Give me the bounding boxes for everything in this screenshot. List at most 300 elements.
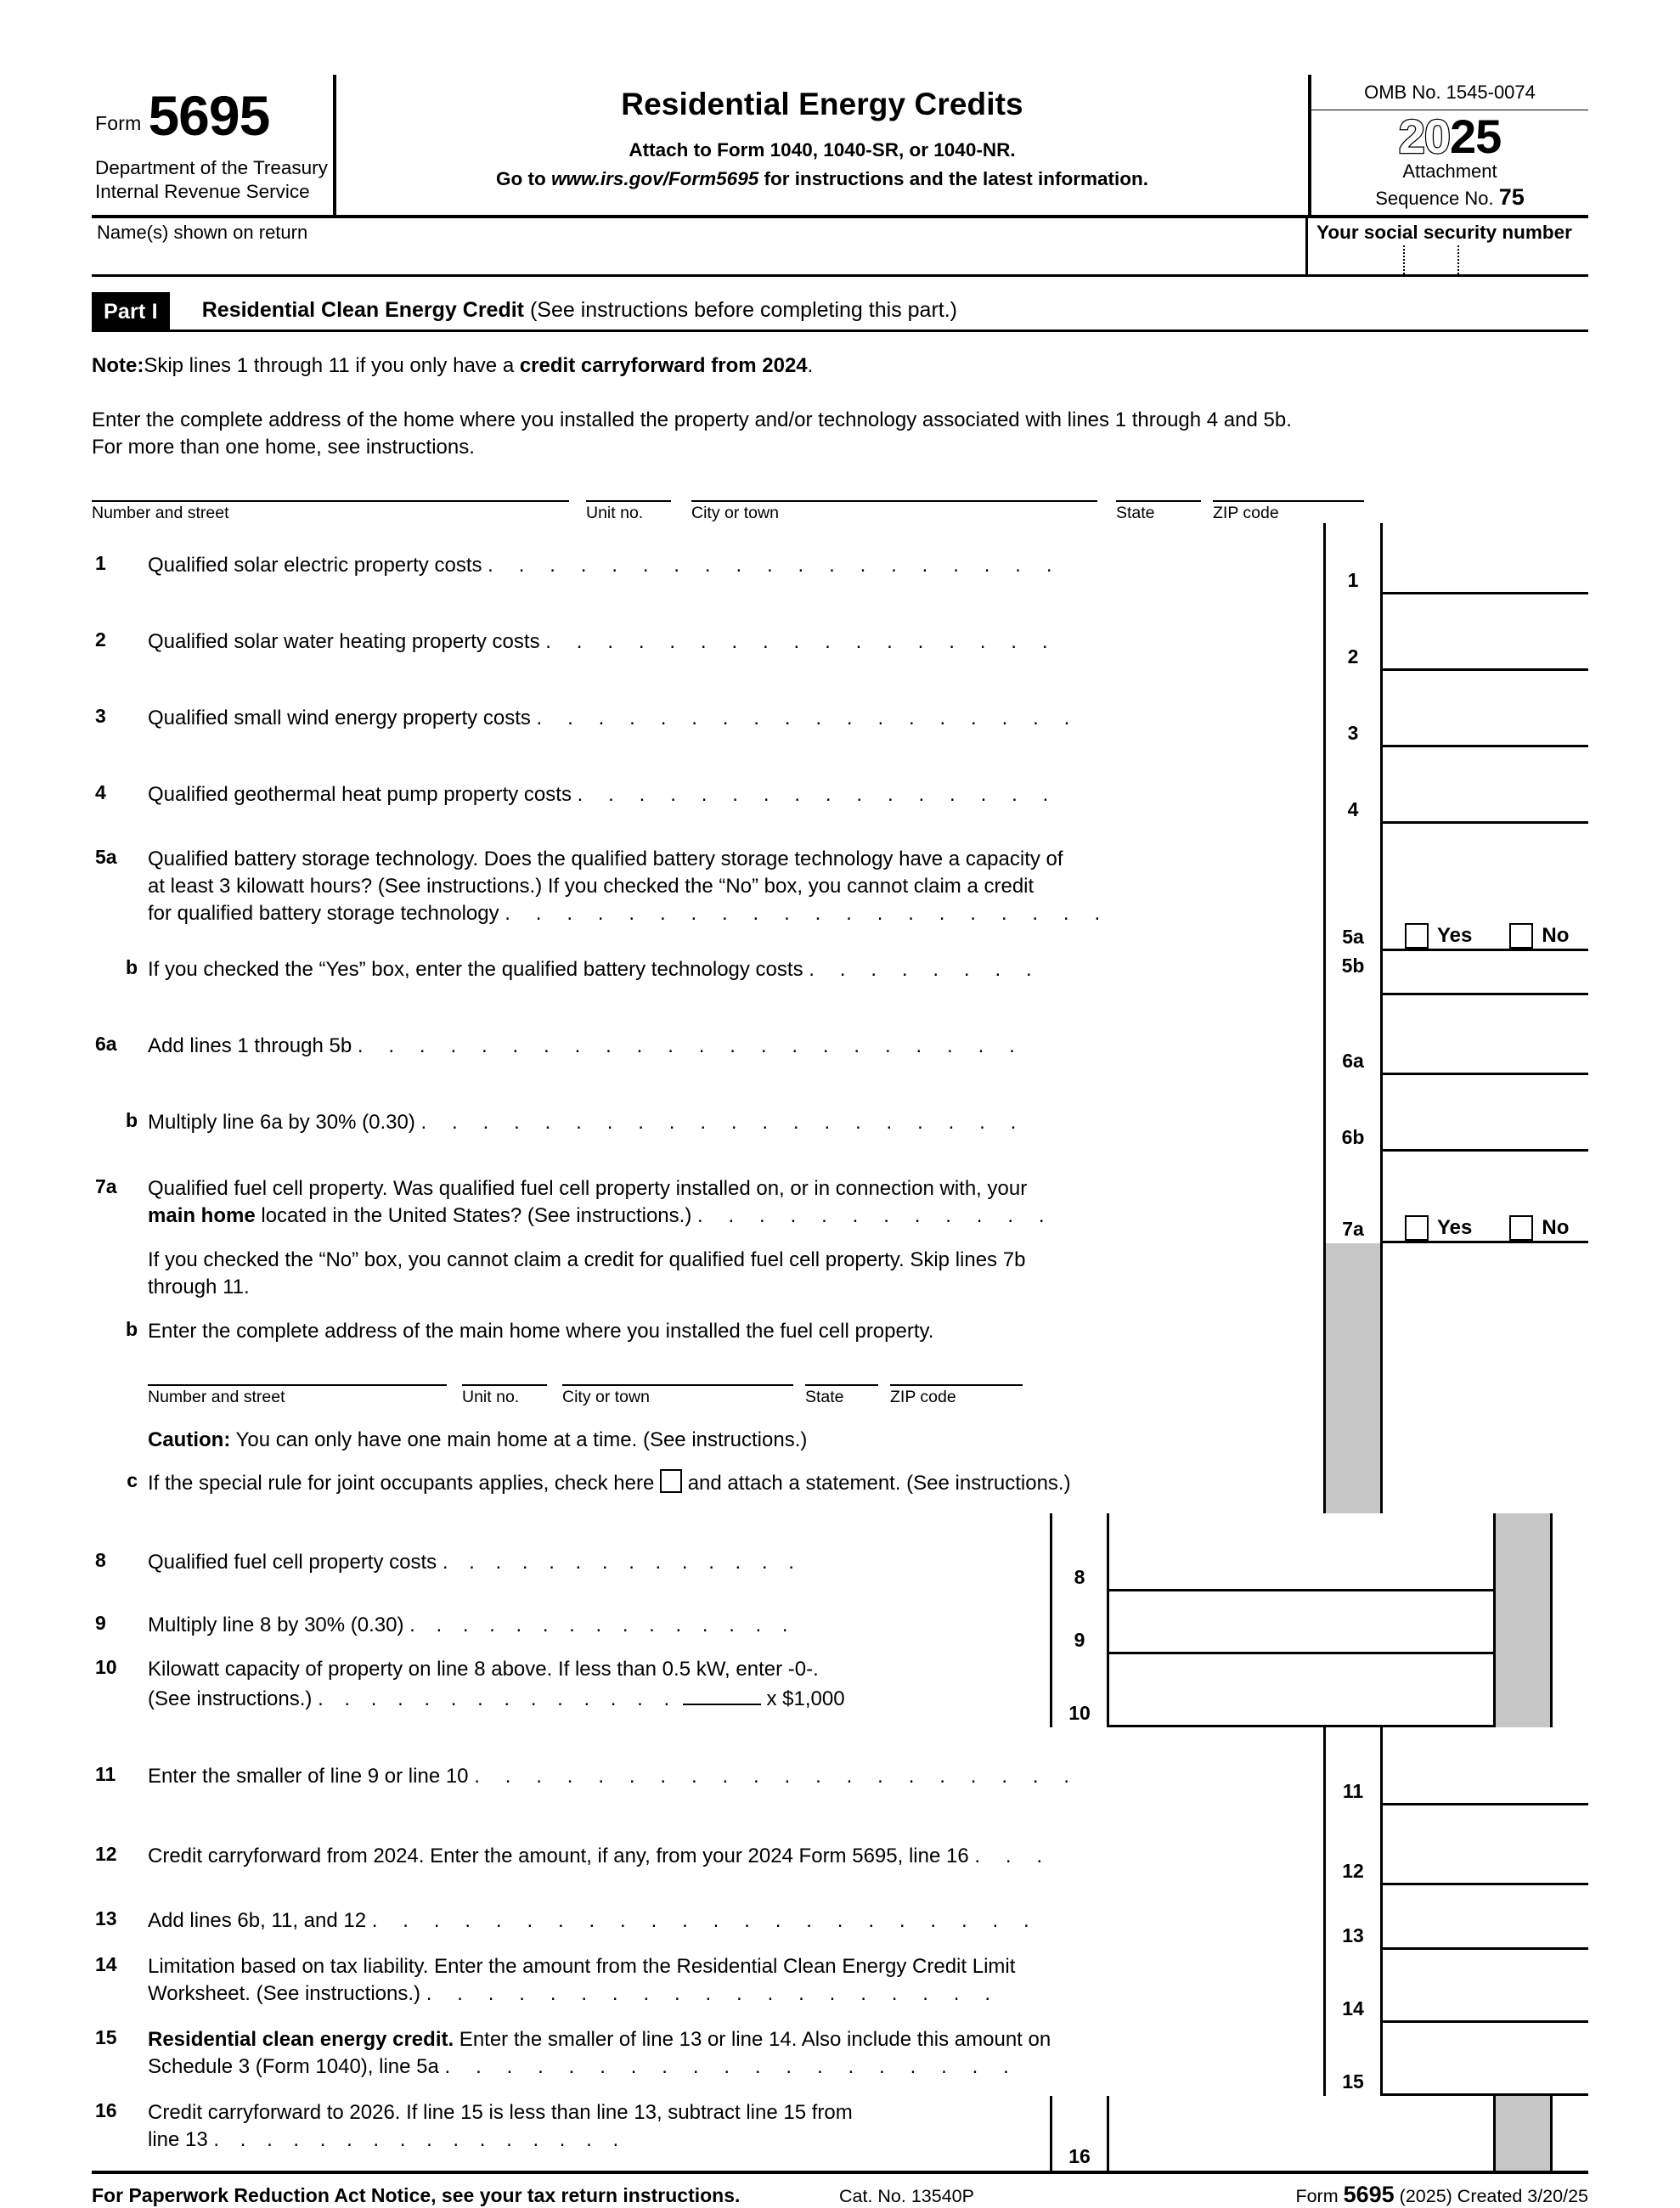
tax-year-decade: 25 [1450, 110, 1502, 163]
line-6b-description: Multiply line 6a by 30% (0.30) [148, 1110, 415, 1134]
line-6b-text [148, 1075, 1323, 1136]
ssn-separators [1403, 245, 1481, 274]
line-5a-yesno-group [1383, 824, 1588, 950]
footer-bar [92, 2171, 1588, 2208]
fc-gap-4 [878, 1386, 890, 1407]
blank-amount-8 [1553, 1654, 1588, 1727]
line-5b-leader: . . . . . . . . [809, 957, 1042, 981]
line-9-box-label: 9 [1050, 1591, 1109, 1654]
line-16-row [92, 2096, 1588, 2171]
line-16-text-2 [148, 2126, 1050, 2154]
line-15-text [148, 2023, 1323, 2081]
line-5a-text-3 [148, 900, 1323, 927]
line-14-text-2-span: Worksheet. (See instructions.) [148, 1981, 421, 2005]
line-8-row [92, 1513, 1588, 1591]
goto-suffix: for instructions and the latest information. [758, 168, 1148, 189]
line-6a-box-label: 6a [1323, 995, 1383, 1075]
shaded-column-8 [1493, 1654, 1553, 1727]
shaded-column-3 [1323, 1362, 1383, 1427]
footer-form-id [1145, 2182, 1588, 2208]
line-6a-row [92, 995, 1588, 1075]
line-5a-row [92, 824, 1588, 951]
fc-gap-1 [447, 1386, 462, 1407]
home-unit-label: Unit no. [586, 503, 644, 522]
line-7a-yesno-group [1383, 1152, 1588, 1242]
line-7a-note-text [148, 1243, 1323, 1301]
ssn-separator-1 [1403, 245, 1405, 274]
line-6b-amount[interactable] [1383, 1075, 1588, 1152]
line-5a-number: 5a [95, 845, 117, 868]
line-4-row [92, 747, 1588, 824]
fc-state-field[interactable] [805, 1384, 878, 1407]
fuelcell-address-fields [148, 1384, 1323, 1407]
line-13-row [92, 1885, 1588, 1950]
part-1-header [92, 292, 1588, 332]
tax-year [1311, 112, 1588, 161]
line-14-box-label: 14 [1323, 1950, 1383, 2023]
line-5a-no-label: No [1542, 923, 1570, 947]
line-14-number: 14 [95, 1952, 117, 1975]
home-city-label: City or town [691, 503, 779, 522]
line-3-number: 3 [95, 704, 106, 727]
note-text-b: . [807, 353, 814, 377]
line-1-text [148, 523, 1323, 579]
blank-amount-9 [1553, 2096, 1588, 2171]
line-2-amount[interactable] [1383, 594, 1588, 671]
line-7c-text-b: and attach a statement. (See instructions.) [687, 1471, 1071, 1495]
line-5b-label [92, 951, 1323, 995]
footer-form-word: Form [1295, 2185, 1339, 2206]
note-text-a: Skip lines 1 through 11 if you only have a [144, 353, 520, 377]
form-identifier [95, 80, 333, 147]
line-12-amount[interactable] [1383, 1805, 1588, 1885]
line-16-text [148, 2096, 1050, 2154]
paperwork-notice: For Paperwork Reduction Act Notice, see your tax return instructions. [92, 2183, 741, 2206]
home-city-field[interactable] [691, 500, 1097, 523]
line-5a-yes-label: Yes [1437, 923, 1473, 947]
department-line-2: Internal Revenue Service [95, 181, 310, 203]
line-4-box-label: 4 [1323, 747, 1383, 824]
home-state-label: State [1116, 503, 1155, 522]
line-2-text [148, 594, 1323, 656]
line-3-leader: . . . . . . . . . . . . . . . . . . [536, 706, 1080, 729]
shaded-column-2 [1323, 1315, 1383, 1362]
line-11-label [92, 1727, 1323, 1805]
line-11-text [148, 1727, 1323, 1790]
line-7c-row [92, 1466, 1588, 1513]
line-6b-box-label: 6b [1323, 1075, 1383, 1152]
line-10-number: 10 [95, 1655, 117, 1678]
line-8-leader: . . . . . . . . . . . . . . [442, 1550, 802, 1574]
fc-state-label: State [805, 1387, 844, 1406]
line-2-number: 2 [95, 628, 106, 651]
line-4-label [92, 747, 1323, 824]
home-unit-field[interactable] [586, 500, 671, 523]
line-11-number: 11 [95, 1762, 116, 1785]
name-label: Name(s) shown on return [97, 221, 308, 243]
line-3-description: Qualified small wind energy property costs [148, 706, 531, 729]
line-7c-text [148, 1466, 1323, 1497]
line-14-row [92, 1950, 1588, 2023]
line-15-box-label: 15 [1323, 2023, 1383, 2096]
line-8-amount[interactable] [1109, 1513, 1493, 1591]
line-7c-number: c [127, 1468, 138, 1491]
line-15-row [92, 2023, 1588, 2096]
line-8-label [92, 1513, 1050, 1591]
line-6a-number: 6a [95, 1032, 117, 1055]
line-13-number: 13 [95, 1907, 117, 1929]
line-6a-leader: . . . . . . . . . . . . . . . . . . . . . . [357, 1034, 1025, 1057]
line-5b-description: If you checked the “Yes” box, enter the qualified battery technology costs [148, 957, 803, 981]
line-5a-no-checkbox[interactable] [1509, 923, 1533, 949]
line-5b-number: b [125, 955, 138, 978]
line-7a-note-1: If you checked the “No” box, you cannot claim a credit for qualified fuel cell property. Skip lines 7b [148, 1248, 1026, 1271]
line-14-text-2 [148, 1980, 1323, 2008]
attachment-sequence [1311, 161, 1588, 215]
intro-line-2: For more than one home, see instructions. [92, 435, 475, 459]
line-10-text [148, 1654, 1050, 1713]
line-7a-row [92, 1152, 1588, 1243]
line-14-leader: . . . . . . . . . . . . . . . . . . . [426, 1981, 1001, 2005]
line-1-leader: . . . . . . . . . . . . . . . . . . . [488, 553, 1063, 577]
line-9-amount[interactable] [1109, 1591, 1493, 1654]
line-3-amount[interactable] [1383, 671, 1588, 747]
line-7c-checkbox[interactable] [660, 1469, 682, 1493]
header-title-block [336, 75, 1308, 215]
header-left-block [92, 75, 336, 215]
intro-line-1: Enter the complete address of the home where you installed the property and/or technology associated with lines 1 through 4 and 5b. [92, 408, 1292, 431]
fuelcell-address-row [92, 1362, 1588, 1427]
line-12-number: 12 [95, 1842, 117, 1865]
line-7a-yes-label: Yes [1437, 1215, 1473, 1239]
line-9-row [92, 1591, 1588, 1654]
line-10-multiplier: x $1,000 [766, 1687, 845, 1710]
fc-zip-label: ZIP code [890, 1387, 956, 1406]
line-9-text [148, 1591, 1050, 1639]
line-7a-no-label: No [1542, 1215, 1570, 1239]
form-word-label: Form [95, 112, 142, 134]
part-1-title-note: (See instructions before completing this part.) [529, 298, 957, 323]
line-16-leader: . . . . . . . . . . . . . . . . [213, 2127, 627, 2151]
shaded-column-1 [1323, 1243, 1383, 1315]
line-8-box-label: 8 [1050, 1513, 1109, 1591]
fc-unit-label: Unit no. [462, 1387, 520, 1406]
home-state-field[interactable] [1116, 500, 1201, 523]
fc-street-label: Number and street [148, 1387, 285, 1406]
line-11-description: Enter the smaller of line 9 or line 10 [148, 1764, 469, 1788]
line-9-label [92, 1591, 1050, 1654]
blank-amount-3 [1383, 1362, 1588, 1427]
line-6a-amount[interactable] [1383, 995, 1588, 1075]
line-3-text [148, 671, 1323, 732]
attachment-sequence-number: 75 [1498, 183, 1525, 210]
line-2-description: Qualified solar water heating property costs [148, 629, 540, 653]
addr-gap-3 [1097, 502, 1116, 523]
footer-form-suffix: (2025) Created 3/20/25 [1399, 2185, 1588, 2206]
line-14-text-1: Limitation based on tax liability. Enter the amount from the Residential Clean Energy Credit Limit [148, 1954, 1016, 1978]
line-8-description: Qualified fuel cell property costs [148, 1550, 437, 1574]
attachment-label: Attachment [1402, 161, 1497, 183]
footer-form-number: 5695 [1343, 2181, 1395, 2207]
blank-amount-4 [1383, 1427, 1588, 1466]
goto-prefix: Go to [495, 168, 551, 189]
line-13-label [92, 1885, 1323, 1950]
line-6b-leader: . . . . . . . . . . . . . . . . . . . . [420, 1110, 1026, 1134]
line-7a-note-label [92, 1243, 1323, 1315]
line-5a-text-3-span: for qualified battery storage technology [148, 901, 499, 925]
line-16-amount[interactable] [1109, 2096, 1493, 2171]
caution-label [92, 1427, 1323, 1466]
line-5a-text-2: at least 3 kilowatt hours? (See instructions.) If you checked the “No” box, you cannot claim a credit [148, 874, 1034, 898]
addr-gap-4 [1201, 502, 1213, 523]
line-7a-text-1: Qualified fuel cell property. Was qualified fuel cell property installed on, or in connection with, your [148, 1176, 1028, 1200]
shaded-column-6 [1493, 1513, 1553, 1591]
line-4-leader: . . . . . . . . . . . . . . . . [577, 782, 1058, 806]
line-5a-text [148, 824, 1323, 927]
line-7a-yes-option[interactable] [1405, 1215, 1472, 1241]
shaded-column-7 [1493, 1591, 1553, 1654]
line-7a-main-home: main home [148, 1203, 256, 1227]
part-1-title-bold: Residential Clean Energy Credit [201, 298, 525, 323]
line-10-row [92, 1654, 1588, 1727]
line-7b-number: b [125, 1317, 138, 1340]
line-7a-answer [1383, 1152, 1588, 1243]
department-block [95, 156, 333, 205]
note-label: Note: [92, 353, 144, 377]
caution-word: Caution: [148, 1428, 231, 1451]
line-6b-label [92, 1075, 1323, 1152]
line-10-label [92, 1654, 1050, 1727]
line-1-number: 1 [95, 551, 106, 574]
line-13-text [148, 1885, 1323, 1935]
header-right-block [1308, 75, 1588, 215]
line-9-description: Multiply line 8 by 30% (0.30) [148, 1613, 404, 1636]
line-12-text [148, 1805, 1323, 1870]
line-7a-note-2: through 11. [148, 1275, 250, 1298]
line-7a-no-checkbox[interactable] [1509, 1215, 1533, 1241]
addr-gap-2 [671, 502, 691, 523]
line-7b-row [92, 1315, 1588, 1362]
line-13-box-label: 13 [1323, 1885, 1383, 1950]
line-5a-yes-checkbox[interactable] [1405, 923, 1429, 949]
line-16-text-1: Credit carryforward to 2026. If line 15 is less than line 13, subtract line 15 from [148, 2100, 853, 2124]
line-15-leader: . . . . . . . . . . . . . . . . . . . [444, 2054, 1019, 2078]
line-11-leader: . . . . . . . . . . . . . . . . . . . . [474, 1764, 1080, 1788]
line-15-text-1-span: Enter the smaller of line 13 or line 14. Also include this amount on [454, 2027, 1051, 2051]
page-title: Residential Energy Credits [621, 87, 1023, 121]
line-5a-answer [1383, 824, 1588, 951]
line-1-box-label: 1 [1323, 523, 1383, 594]
line-2-leader: . . . . . . . . . . . . . . . . . [545, 629, 1058, 653]
shaded-column-5 [1323, 1466, 1383, 1513]
form-header [92, 75, 1588, 218]
shaded-column-4 [1323, 1427, 1383, 1466]
attachment-sequence-line [1311, 183, 1588, 211]
line-3-box-label: 3 [1323, 671, 1383, 747]
fc-gap-2 [547, 1386, 562, 1407]
ssn-field[interactable] [1308, 218, 1588, 274]
home-zip-field[interactable] [1213, 500, 1364, 523]
line-7a-text [148, 1152, 1323, 1230]
caution-text [148, 1427, 1323, 1454]
line-13-description: Add lines 6b, 11, and 12 [148, 1908, 367, 1932]
line-14-label [92, 1950, 1323, 2023]
line-10-text-2-span: (See instructions.) [148, 1687, 313, 1710]
line-7a-box-label: 7a [1323, 1152, 1383, 1243]
line-5b-box-label: 5b [1323, 951, 1383, 995]
line-1-label [92, 523, 1323, 594]
line-8-text [148, 1513, 1050, 1576]
line-7a-text-2-span: located in the United States? (See instructions.) [255, 1203, 692, 1227]
omb-number: OMB No. 1545-0074 [1311, 75, 1588, 110]
line-12-leader: . . . [974, 1844, 1052, 1867]
line-2-label [92, 594, 1323, 671]
line-5b-row [92, 951, 1588, 995]
line-5a-label [92, 824, 1323, 951]
line-15-credit-name: Residential clean energy credit. [148, 2027, 454, 2051]
line-5a-leader: . . . . . . . . . . . . . . . . . . . . [505, 901, 1110, 925]
line-5a-text-1: Qualified battery storage technology. Does the qualified battery storage technology have a capacity of [148, 847, 1063, 870]
line-13-amount[interactable] [1383, 1885, 1588, 1950]
line-9-number: 9 [95, 1611, 106, 1634]
line-7a-number: 7a [95, 1174, 117, 1197]
line-11-amount[interactable] [1383, 1727, 1588, 1805]
line-15-text-1 [148, 2026, 1323, 2053]
line-6a-label [92, 995, 1323, 1075]
line-13-leader: . . . . . . . . . . . . . . . . . . . . . . [371, 1908, 1040, 1932]
line-5a-no-option[interactable] [1509, 923, 1569, 949]
line-7a-note-row [92, 1243, 1588, 1315]
line-1-description: Qualified solar electric property costs [148, 553, 482, 577]
line-3-label [92, 671, 1323, 747]
line-16-text-2-span: line 13 [148, 2127, 208, 2151]
tax-year-century: 20 [1398, 110, 1450, 163]
line-16-number: 16 [95, 2098, 117, 2121]
line-5a-box-label: 5a [1323, 824, 1383, 951]
lines-grid [92, 523, 1588, 2171]
line-7b-text: Enter the complete address of the main home where you installed the fuel cell property. [148, 1319, 934, 1343]
line-12-description: Credit carryforward from 2024. Enter the amount, if any, from your 2024 Form 5695, line 16 [148, 1844, 969, 1867]
line-14-text [148, 1950, 1323, 2008]
line-6b-number: b [125, 1108, 138, 1131]
line-1-amount[interactable] [1383, 523, 1588, 594]
line-7a-leader: . . . . . . . . . . . . [696, 1203, 1055, 1227]
line-15-text-2-span: Schedule 3 (Form 1040), line 5a [148, 2054, 439, 2078]
line-2-row [92, 594, 1588, 671]
caution-body: You can only have one main home at a time. (See instructions.) [230, 1428, 808, 1451]
identity-row [92, 218, 1588, 277]
fc-city-label: City or town [562, 1387, 650, 1406]
blank-amount-7 [1553, 1591, 1588, 1654]
line-10-box-label: 10 [1050, 1654, 1109, 1727]
note-text-bold: credit carryforward from 2024 [519, 353, 808, 377]
part-1-title [170, 292, 1588, 330]
line-10-text-2 [148, 1683, 1050, 1713]
part-1-intro [92, 407, 1588, 461]
blank-amount-6 [1553, 1513, 1588, 1591]
blank-amount-5 [1383, 1466, 1588, 1513]
line-16-label [92, 2096, 1050, 2171]
fc-city-field[interactable] [562, 1384, 793, 1407]
line-10-text-1: Kilowatt capacity of property on line 8 above. If less than 0.5 kW, enter -0-. [148, 1657, 819, 1681]
line-10-kw-input[interactable] [683, 1683, 761, 1705]
line-1-row [92, 523, 1588, 594]
ssn-separator-2 [1457, 245, 1459, 274]
home-zip-label: ZIP code [1213, 503, 1279, 522]
shaded-column-9 [1493, 2096, 1553, 2171]
caution-row [92, 1427, 1588, 1466]
attach-instruction: Attach to Form 1040, 1040-SR, or 1040-NR. [629, 139, 1016, 161]
line-12-label [92, 1805, 1323, 1885]
line-7b-label [92, 1315, 1323, 1362]
name-field[interactable] [92, 218, 1308, 274]
fc-gap-3 [793, 1386, 805, 1407]
line-15-number: 15 [95, 2025, 117, 2048]
line-7a-label [92, 1152, 1323, 1243]
line-15-label [92, 2023, 1323, 2096]
line-7a-no-option[interactable] [1509, 1215, 1569, 1241]
line-7c-label [92, 1466, 1323, 1513]
line-6b-row [92, 1075, 1588, 1152]
line-14-amount[interactable] [1383, 1950, 1588, 2023]
line-15-text-2 [148, 2053, 1323, 2081]
home-address-row [92, 500, 1588, 523]
line-11-row [92, 1727, 1588, 1805]
blank-amount-2 [1383, 1315, 1588, 1362]
department-line-1: Department of the Treasury [95, 157, 328, 178]
fc-zip-field[interactable] [890, 1384, 1023, 1407]
line-12-row [92, 1805, 1588, 1885]
line-3-row [92, 671, 1588, 747]
line-7c-text-a: If the special rule for joint occupants applies, check here [148, 1471, 655, 1495]
line-9-leader: . . . . . . . . . . . . . . . [409, 1613, 796, 1636]
catalog-number: Cat. No. 13540P [839, 2185, 974, 2206]
line-10-amount[interactable] [1109, 1654, 1493, 1727]
home-street-field[interactable] [92, 500, 569, 523]
line-11-box-label: 11 [1323, 1727, 1383, 1805]
line-5a-yes-option[interactable] [1405, 923, 1472, 949]
form-number: 5695 [148, 83, 270, 147]
part-1-tag: Part I [92, 292, 170, 330]
part-1-note [92, 354, 1588, 378]
line-7a-yes-checkbox[interactable] [1405, 1215, 1429, 1241]
blank-amount-1 [1383, 1243, 1588, 1315]
line-15-amount[interactable] [1383, 2023, 1588, 2096]
fc-unit-field[interactable] [462, 1384, 547, 1407]
fuelcell-address-label [92, 1362, 1323, 1427]
fc-street-field[interactable] [148, 1384, 447, 1407]
line-4-number: 4 [95, 780, 106, 803]
line-6a-description: Add lines 1 through 5b [148, 1034, 352, 1057]
line-4-description: Qualified geothermal heat pump property costs [148, 782, 572, 806]
goto-instruction [336, 168, 1308, 190]
line-6a-text [148, 995, 1323, 1060]
line-8-number: 8 [95, 1548, 106, 1571]
attachment-sequence-label: Sequence No. [1375, 187, 1494, 209]
line-5b-amount[interactable] [1383, 951, 1588, 995]
addr-gap-1 [569, 502, 586, 523]
line-12-box-label: 12 [1323, 1805, 1383, 1885]
irs-url-link[interactable]: www.irs.gov/Form5695 [550, 168, 759, 189]
form-sheet [92, 75, 1588, 2208]
line-4-text [148, 747, 1323, 808]
line-10-leader: . . . . . . . . . . . . . . [318, 1687, 678, 1710]
home-street-label: Number and street [92, 503, 229, 522]
line-4-amount[interactable] [1383, 747, 1588, 824]
line-7a-text-2 [148, 1203, 1323, 1230]
line-2-box-label: 2 [1323, 594, 1383, 671]
footer-row [92, 2174, 1588, 2208]
